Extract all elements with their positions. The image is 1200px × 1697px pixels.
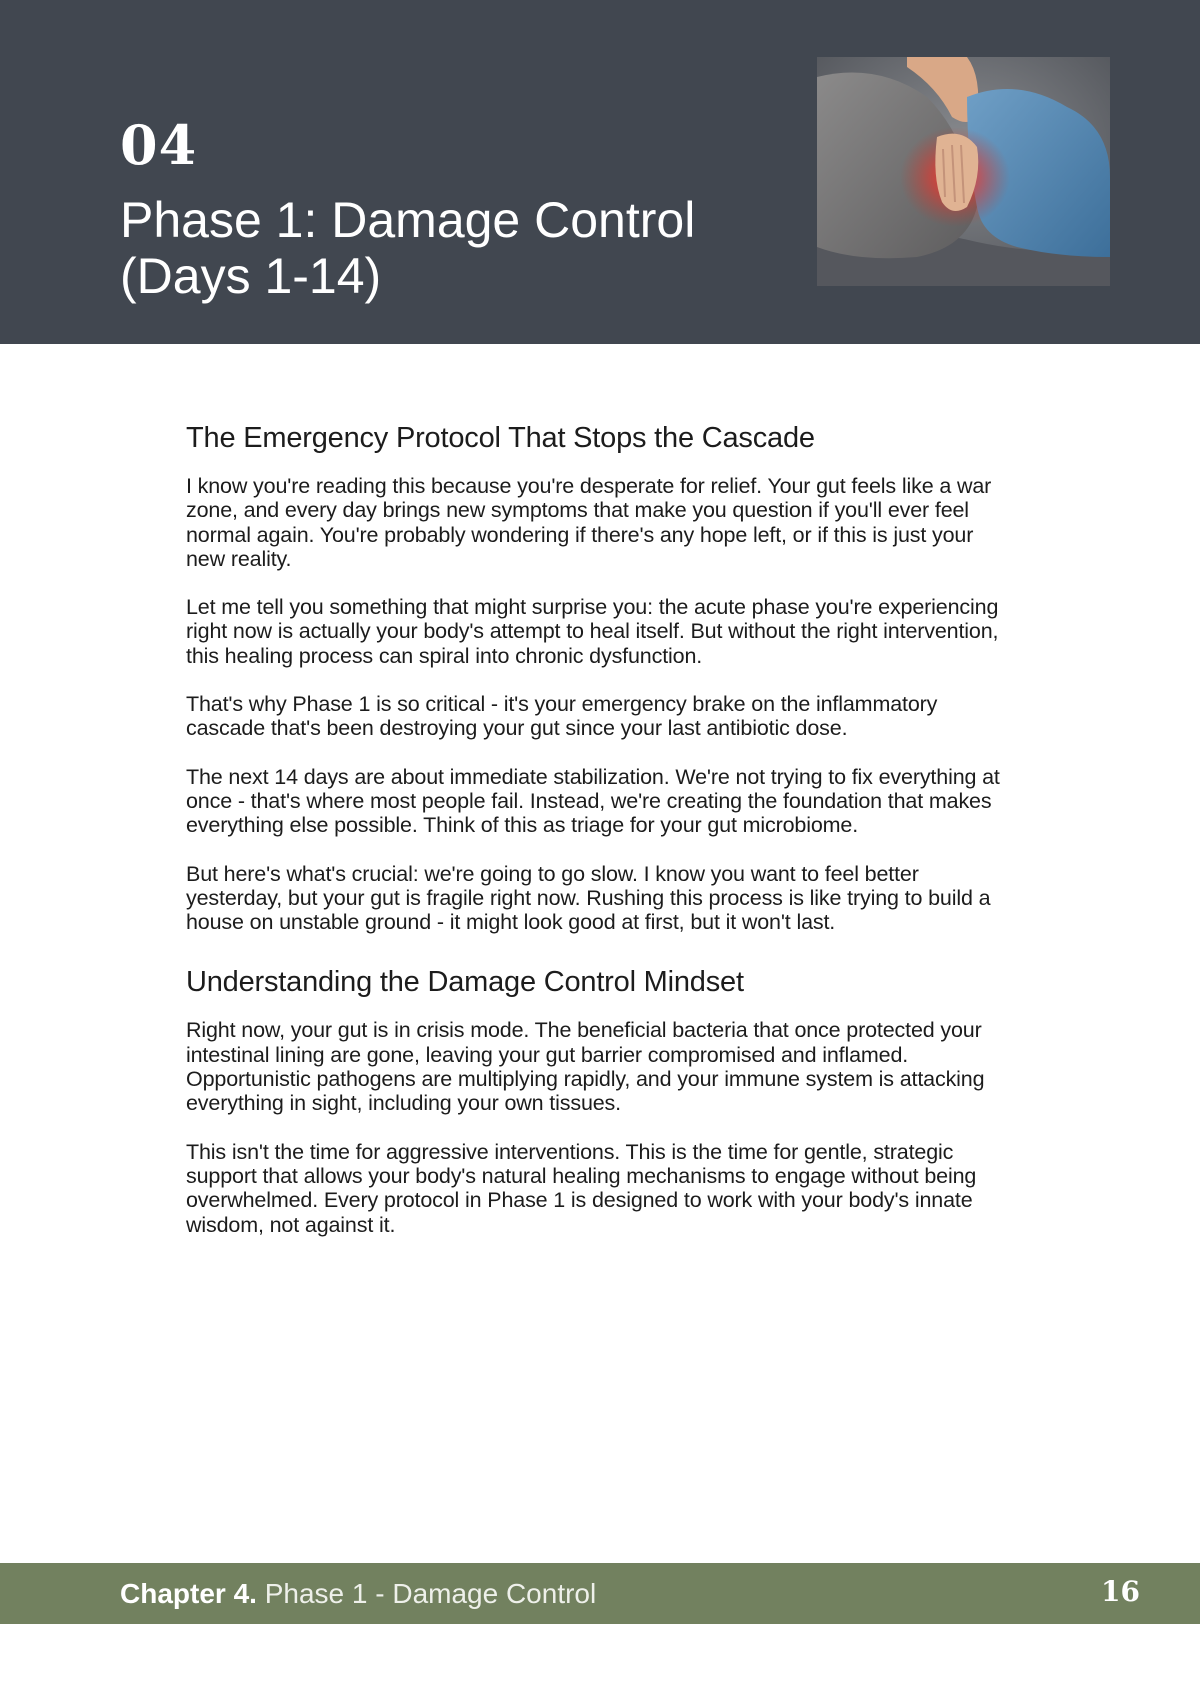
page-number: 16 [1101, 1575, 1140, 1608]
chapter-header [0, 0, 1200, 344]
footer-chapter-label [120, 1578, 596, 1610]
section-heading-damage-control-mindset: Understanding the Damage Control Mindset [186, 966, 744, 999]
abdominal-pain-photo [817, 57, 1110, 286]
paragraph: That's why Phase 1 is so critical - it's your emergency brake on the inflammatory cascade that's been destroying your gut since your last antibiotic dose. [186, 692, 938, 741]
chapter-title-line-2: (Days 1-14) [120, 248, 382, 304]
footer-chapter-number: Chapter 4. [120, 1578, 257, 1609]
main-content [186, 420, 1016, 1261]
paragraph: Let me tell you something that might surprise you: the acute phase you're experiencing right now is actually your body's attempt to heal itself. But without the right intervention, this healing process can spiral into chronic dysfunction. [186, 595, 999, 668]
paragraph: This isn't the time for aggressive interventions. This is the time for gentle, strategic support that allows your body's natural healing mechanisms to engage without being overwhelmed. Every protocol in Phase 1 is designed to work with your body's innate wisdom, not against it. [186, 1139, 977, 1237]
section-heading-emergency-protocol: The Emergency Protocol That Stops the Cascade [186, 422, 815, 454]
paragraph: But here's what's crucial: we're going to go slow. I know you want to feel better yesterday, but your gut is fragile right now. Rushing this process is like trying to build a house on unstable ground - it might look good at first, but it won't last. [186, 861, 991, 935]
paragraph: I know you're reading this because you're desperate for relief. Your gut feels like a war zone, and every day brings new symptoms that make you question if you'll ever feel normal again. You're probably wondering if there's any hope left, or if this is just your new reality. [186, 474, 992, 571]
page-footer [0, 1563, 1200, 1624]
chapter-title [120, 192, 720, 304]
abdominal-pain-illustration [817, 57, 1110, 286]
chapter-number: 04 [120, 113, 198, 177]
paragraph: Right now, your gut is in crisis mode. The beneficial bacteria that once protected your intestinal lining are gone, leaving your gut barrier compromised and inflamed. Opportunistic pathogens are multiplying rapidly, and your immune system is attacking everything in sight, including your own tissues. [186, 1018, 985, 1116]
footer-chapter-name: Phase 1 - Damage Control [264, 1578, 597, 1609]
chapter-title-line-1: Phase 1: Damage Control [120, 192, 696, 248]
paragraph: The next 14 days are about immediate stabilization. We're not trying to fix everything at once - that's where most people fail. Instead, we're creating the foundation that makes everything else possible. Think of this as triage for your gut microbiome. [186, 764, 1000, 838]
